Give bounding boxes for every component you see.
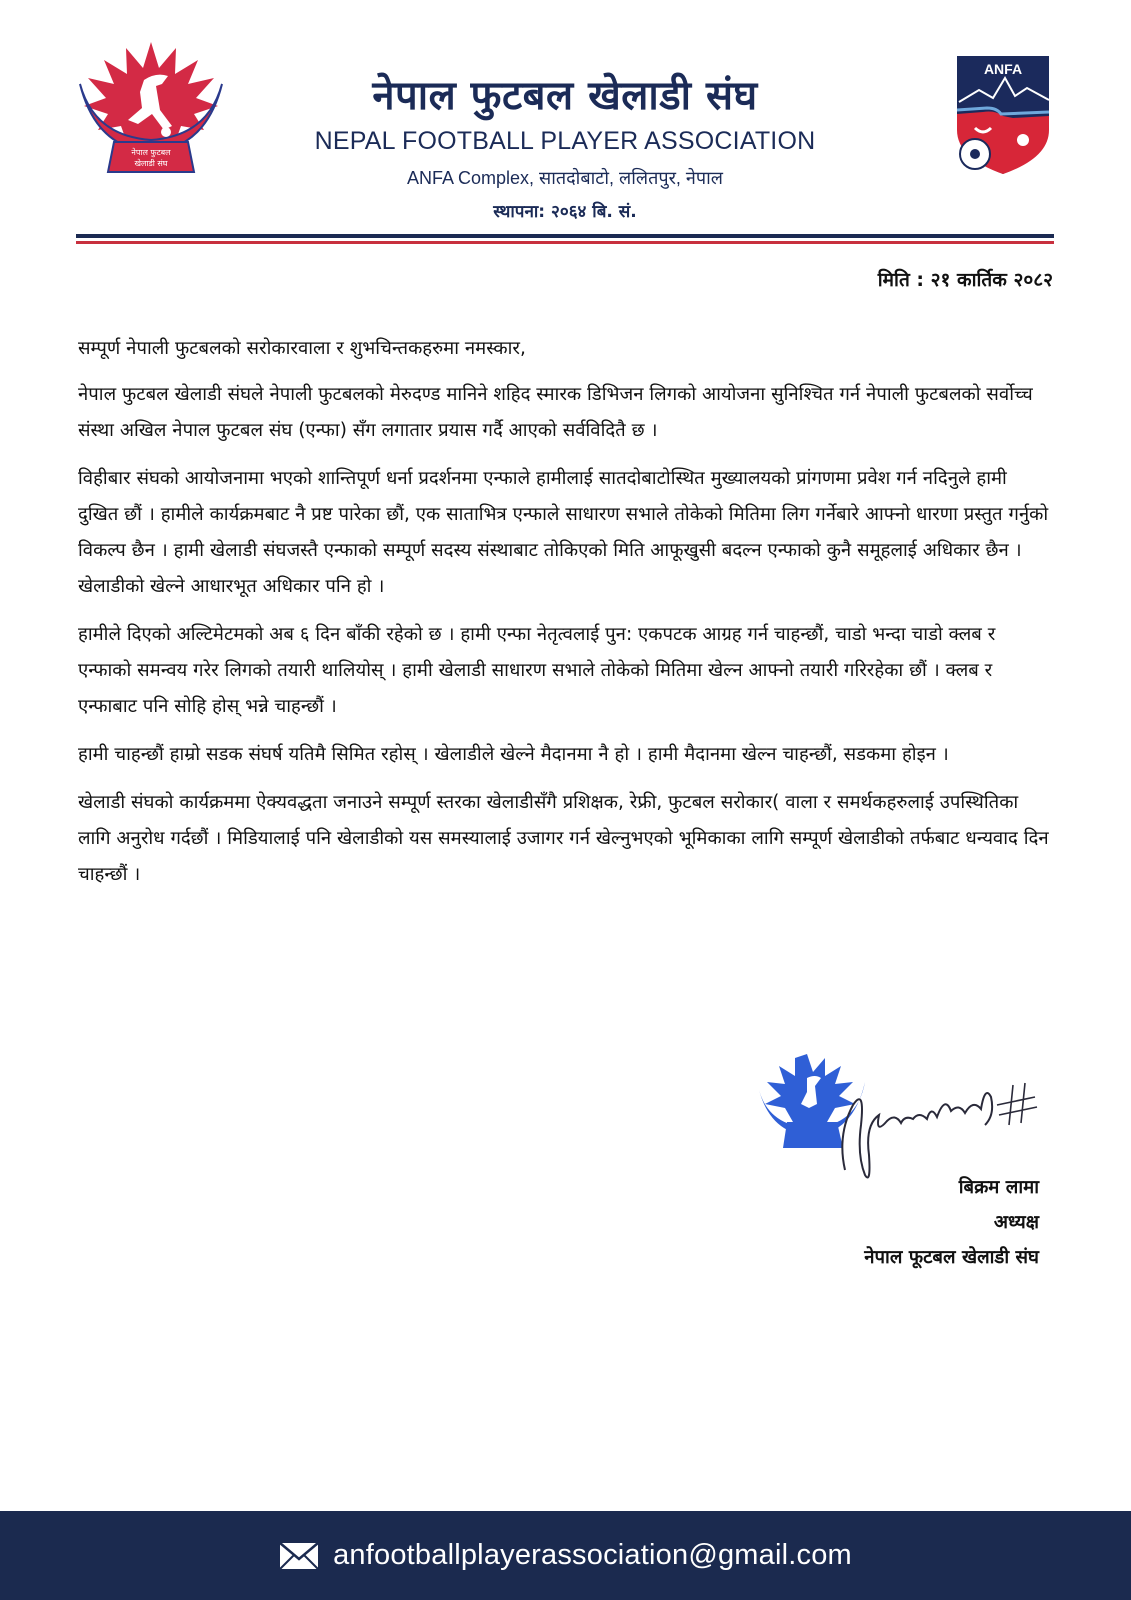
contact-email[interactable]: anfootballplayerassociation@gmail.com [333, 1539, 852, 1571]
header-rule-red [76, 241, 1054, 244]
logo-text-line2: खेलाडी संघ [134, 159, 168, 168]
signature [835, 1075, 1050, 1185]
letter-greeting: सम्पूर्ण नेपाली फुटबलको सरोकारवाला र शुभचिन्तकहरुमा नमस्कार, [78, 338, 526, 359]
letter-body [78, 331, 1053, 905]
letter-date: मिति : २१ कार्तिक २०८२ [877, 269, 1053, 291]
letter-paragraph: हामीले दिएको अल्टिमेटमको अब ६ दिन बाँकी रहेको छ । हामी एन्फा नेतृत्वलाई पुन: एकपटक आग्रह गर्न चाहन्छौं, चाडो भन्दा चाडो क्लब र एन्फाको समन्वय गरेर लिगको तयारी थालियोस् । हामी खेलाडी साधारण सभाले तोकेको मितिमा खेल्न आफ्नो तयारी गरिरहेका छौं । क्लब र एन्फाबाट पनि सोहि होस् भन्ने चाहन्छौं । [78, 624, 996, 717]
header-rule-blue [76, 234, 1054, 238]
letter-paragraph: नेपाल फुटबल खेलाडी संघले नेपाली फुटबलको मेरुदण्ड मानिने शहिद स्मारक डिभिजन लिगको आयोजना सुनिश्चित गर्न नेपाली फुटबलको सर्वोच्च संस्था अखिल नेपाल फुटबल संघ (एन्फा) सँग लगातार प्रयास गर्दै आएको सर्वविदितै छ । [78, 384, 1033, 441]
letter-paragraph: खेलाडी संघको कार्यक्रममा ऐक्यवद्धता जनाउने सम्पूर्ण स्तरका खेलाडीसँगै प्रशिक्षक, रेफ्री, फुटबल सरोकार( वाला र समर्थकहरुलाई उपस्थितिका लागि अनुरोध गर्दछौं । मिडियालाई पनि खेलाडीको यस समस्यालाई उजागर गर्न खेल्नुभएको भूमिकाका लागि सम्पूर्ण खेलाडीको तर्फबाट धन्यवाद दिन चाहन्छौं । [78, 792, 1049, 885]
anfa-logo-text: ANFA [983, 61, 1023, 77]
org-title-nepali: नेपाल फुटबल खेलाडी संघ [372, 73, 758, 119]
org-address: ANFA Complex, सातदोबाटो, ललितपुर, नेपाल [406, 168, 724, 188]
anfa-logo [953, 52, 1053, 177]
letter-paragraph: हामी चाहन्छौं हाम्रो सडक संघर्ष यतिमै सिमित रहोस् । खेलाडीले खेल्ने मैदानमा नै हो । हामी मैदानमा खेल्न चाहन्छौं, सडकमा होइन । [78, 744, 949, 765]
mail-icon [279, 1542, 319, 1570]
org-title-english: NEPAL FOOTBALL PLAYER ASSOCIATION [314, 127, 816, 155]
signatory-name: बिक्रम लामा [958, 1177, 1039, 1198]
logo-text-line1: नेपाल फुटबल [131, 148, 171, 157]
signatory-block [864, 1170, 1039, 1275]
npa-logo [76, 40, 226, 180]
signatory-position: अध्यक्ष [993, 1212, 1039, 1233]
footer-band [0, 1511, 1131, 1600]
letter-paragraph: विहीबार संघको आयोजनामा भएको शान्तिपूर्ण धर्ना प्रदर्शनमा एन्फाले हामीलाई सातदोबाटोस्थित मुख्यालयको प्रांगणमा प्रवेश गर्न नदिनुले हामी दुखित छौं । हामीले कार्यक्रमबाट नै प्रष्ट पारेका छौं, एक साताभित्र एन्फाले साधारण सभाले तोकेको मितिमा लिग गर्नेबारे आफ्नो धारणा प्रस्तुत गर्नुको विकल्प छैन । हामी खेलाडी संघजस्तै एन्फाको सम्पूर्ण सदस्य संस्थाबाट तोकिएको मिति आफूखुसी बदल्न एन्फाको कुनै समूहलाई अधिकार छैन । खेलाडीको खेल्ने आधारभूत अधिकार पनि हो । [78, 468, 1049, 597]
org-established: स्थापना: २०६४ बि. सं. [493, 202, 637, 222]
signatory-organization: नेपाल फूटबल खेलाडी संघ [864, 1247, 1039, 1268]
